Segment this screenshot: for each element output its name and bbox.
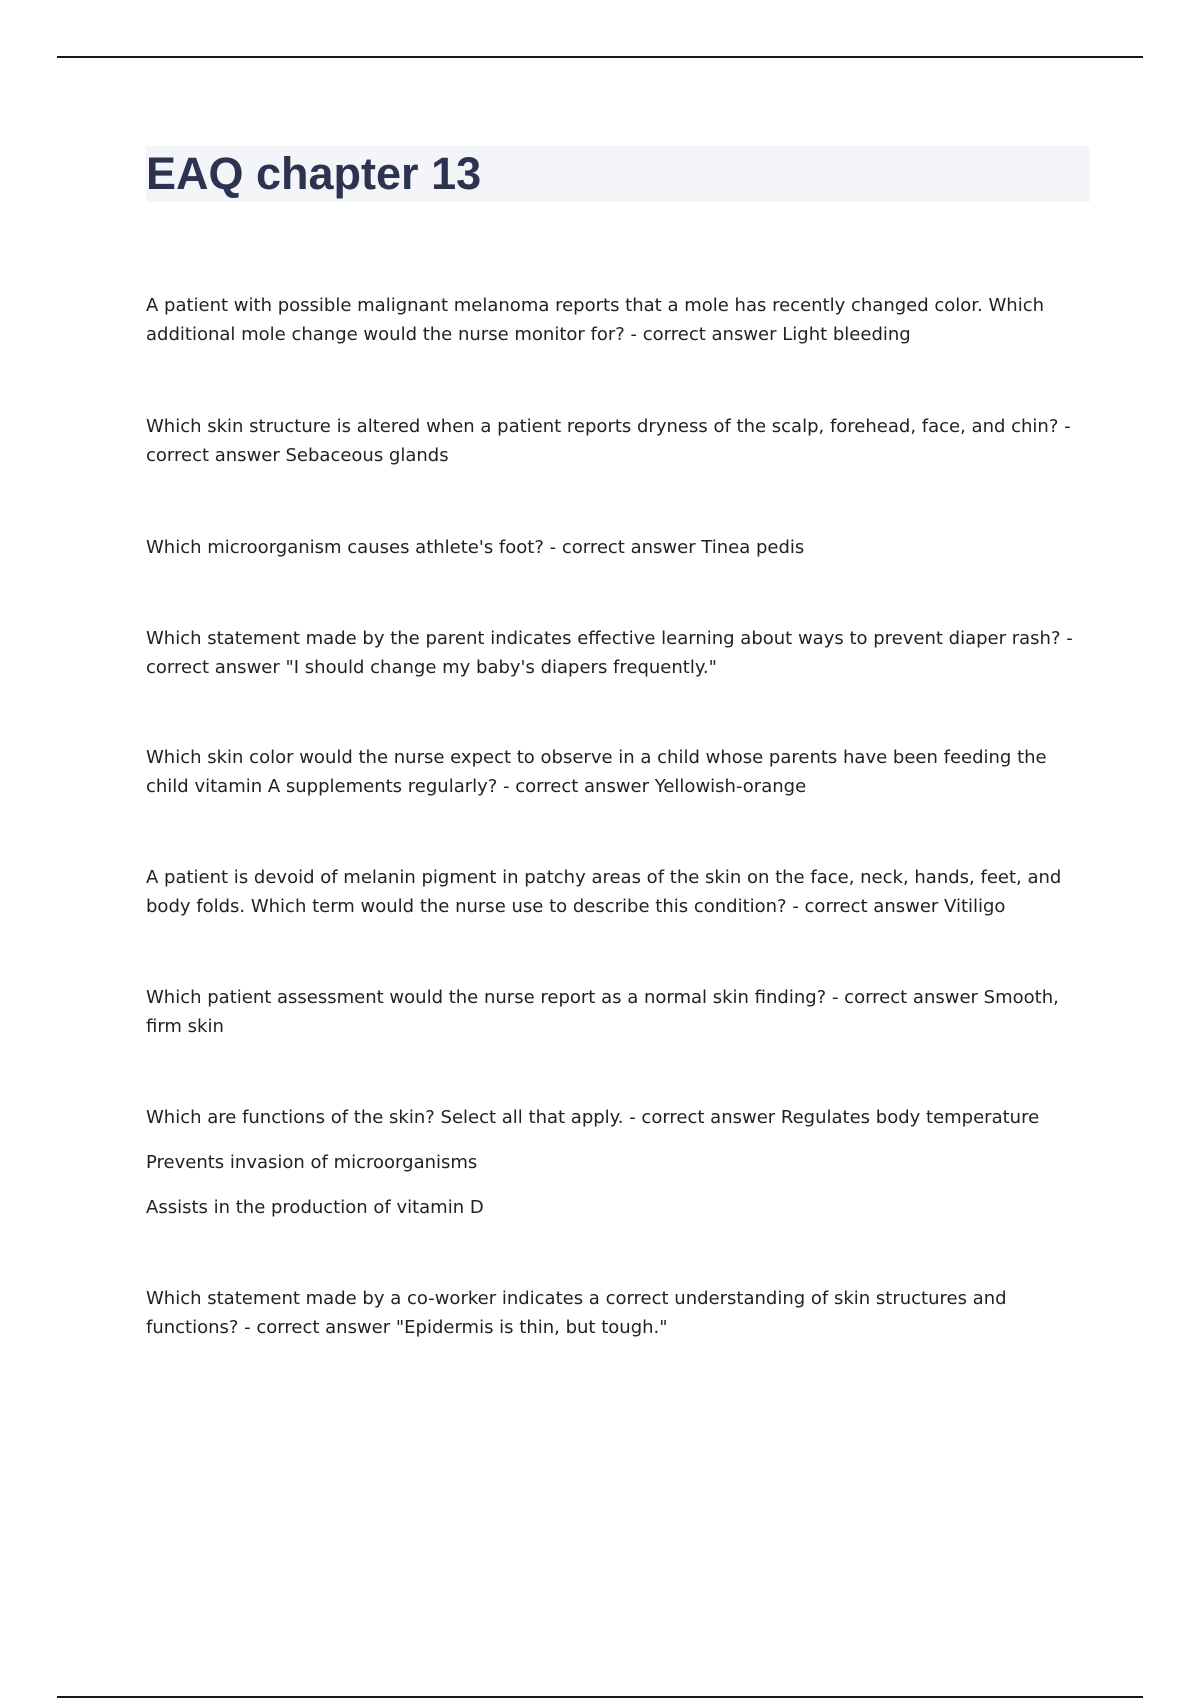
qa-text: Which statement made by a co-worker indicates a correct understanding of skin structures and functions? - correct answer "Epidermis is thin, but tough." (146, 1288, 1007, 1338)
qa-item-6 (146, 863, 1092, 921)
bottom-rule (57, 1696, 1143, 1698)
qa-text: Which skin structure is altered when a patient reports dryness of the scalp, forehead, face, and chin? - correct answer Sebaceous glands (146, 416, 1071, 466)
qa-item-8 (146, 1103, 1092, 1222)
qa-text: Which are functions of the skin? Select all that apply. - correct answer Regulates body temperature (146, 1107, 1040, 1128)
qa-item-9 (146, 1284, 1092, 1342)
qa-answer-line: Assists in the production of vitamin D (146, 1197, 484, 1218)
qa-text: Which microorganism causes athlete's foot? - correct answer Tinea pedis (146, 537, 805, 558)
qa-item-2 (146, 412, 1092, 470)
document-title: EAQ chapter 13 (146, 148, 482, 199)
qa-text: Which patient assessment would the nurse report as a normal skin finding? - correct answer Smooth, firm skin (146, 987, 1059, 1037)
top-rule (57, 56, 1143, 58)
qa-text: Which statement made by the parent indicates effective learning about ways to prevent diaper rash? - correct answer "I should change my baby's diapers frequently." (146, 628, 1073, 678)
qa-item-5 (146, 743, 1092, 801)
qa-item-1 (146, 291, 1092, 349)
qa-item-3 (146, 533, 1092, 562)
qa-item-4 (146, 624, 1092, 682)
qa-answer-line: Prevents invasion of microorganisms (146, 1152, 478, 1173)
qa-item-7 (146, 983, 1092, 1041)
qa-text: A patient is devoid of melanin pigment in patchy areas of the skin on the face, neck, hands, feet, and body folds. Which term would the nurse use to describe this condition? - correct answer Vitiligo (146, 867, 1062, 917)
qa-text: Which skin color would the nurse expect to observe in a child whose parents have been feeding the child vitamin A supplements regularly? - correct answer Yellowish-orange (146, 747, 1047, 797)
qa-text: A patient with possible malignant melanoma reports that a mole has recently changed color. Which additional mole change would the nurse monitor for? - correct answer Light bleeding (146, 295, 1044, 345)
